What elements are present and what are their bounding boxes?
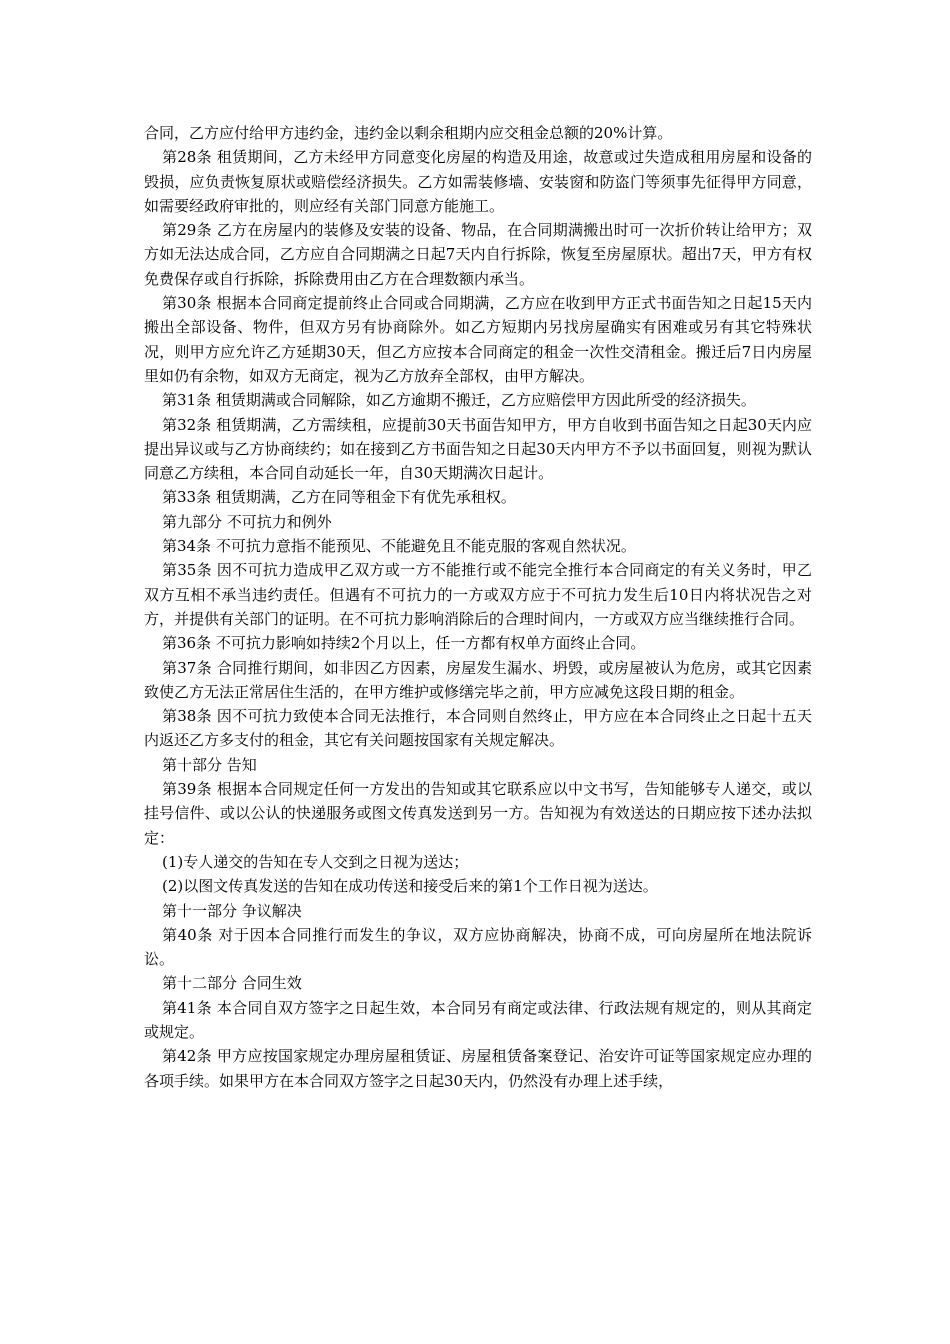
- paragraph: 第34条 不可抗力意指不能预见、不能避免且不能克服的客观自然状况。: [162, 537, 636, 556]
- document-page: [144, 121, 812, 1093]
- list-item: (2)以图文传真发送的告知在成功传送和接受后来的第1个工作日视为送达。: [162, 877, 658, 896]
- paragraph: 第32条 租赁期满，乙方需续租，应提前30天书面告知甲方，甲方自收到书面告知之日起30天内应提出异议或与乙方协商续约；如在接到乙方书面告知之日起30天内甲方不予以书面回复，则视为默认同意乙方续租，本合同自动延长一年，自30天期满次日起计。: [144, 415, 812, 483]
- paragraph: 第42条 甲方应按国家规定办理房屋租赁证、房屋租赁备案登记、治安许可证等国家规定应办理的各项手续。如果甲方在本合同双方签字之日起30天内，仍然没有办理上述手续，: [144, 1047, 812, 1090]
- list-item: (1)专人递交的告知在专人交到之日视为送达；: [162, 852, 469, 871]
- paragraph: 第31条 租赁期满或合同解除，如乙方逾期不搬迁，乙方应赔偿甲方因此所受的经济损失。: [162, 391, 756, 410]
- section-heading: 第十部分 告知: [162, 755, 257, 774]
- paragraph: 第39条 根据本合同规定任何一方发出的告知或其它联系应以中文书写，告知能够专人递交，或以挂号信件、或以公认的快递服务或图文传真发送到另一方。告知视为有效送达的日期应按下述办法拟定：: [144, 780, 812, 847]
- section-heading: 第十二部分 合同生效: [162, 974, 302, 993]
- paragraph: 第35条 因不可抗力造成甲乙双方或一方不能推行或不能完全推行本合同商定的有关义务时，甲乙双方互相不承当违约责任。但遇有不可抗力的一方或双方应于不可抗力发生后10日内将状况告之对方，并提供有关部门的证明。在不可抗力影响消除后的合理时间内，一方或双方应当继续推行合同。: [144, 561, 812, 628]
- paragraph: 第40条 对于因本合同推行而发生的争议，双方应协商解决，协商不成，可向房屋所在地法院诉讼。: [144, 925, 812, 969]
- paragraph: 第37条 合同推行期间，如非因乙方因素，房屋发生漏水、坍毁，或房屋被认为危房，或其它因素致使乙方无法正常居住生活的，在甲方维护或修缮完毕之前，甲方应减免这段日期的租金。: [144, 658, 812, 701]
- paragraph: 合同，乙方应付给甲方违约金，违约金以剩余租期内应交租金总额的20%计算。: [144, 124, 673, 142]
- paragraph: 第41条 本合同自双方签字之日起生效，本合同另有商定或法律、行政法规有规定的，则从其商定或规定。: [144, 998, 812, 1041]
- paragraph: 第28条 租赁期间，乙方未经甲方同意变化房屋的构造及用途，故意或过失造成租用房屋和设备的毁损，应负责恢复原状或赔偿经济损失。乙方如需装修墙、安装窗和防盗门等须事先征得甲方同意，如需要经政府审批的，则应经有关部门同意方能施工。: [144, 148, 812, 215]
- paragraph: 第36条 不可抗力影响如持续2个月以上，任一方都有权单方面终止合同。: [162, 634, 646, 653]
- paragraph: 第30条 根据本合同商定提前终止合同或合同期满，乙方应在收到甲方正式书面告知之日起15天内搬出全部设备、物件，但双方另有协商除外。如乙方短期内另找房屋确实有困难或另有其它特殊状况，则甲方应允许乙方延期30天，但乙方应按本合同商定的租金一次性交清租金。搬迁后7日内房屋里如仍有余物，如双方无商定，视为乙方放弃全部权，由甲方解决。: [144, 294, 812, 385]
- paragraph: 第29条 乙方在房屋内的装修及安装的设备、物品，在合同期满搬出时可一次折价转让给甲方；双方如无法达成合同，乙方应自合同期满之日起7天内自行拆除，恢复至房屋原状。超出7天，甲方有权免费保存或自行拆除，拆除费用由乙方在合理数额内承当。: [144, 221, 812, 288]
- paragraph: 第38条 因不可抗力致使本合同无法推行，本合同则自然终止，甲方应在本合同终止之日起十五天内返还乙方多支付的租金，其它有关问题按国家有关规定解决。: [144, 707, 812, 750]
- section-heading: 第十一部分 争议解决: [162, 901, 302, 920]
- section-heading: 第九部分 不可抗力和例外: [162, 512, 332, 531]
- paragraph: 第33条 租赁期满，乙方在同等租金下有优先承租权。: [162, 488, 516, 507]
